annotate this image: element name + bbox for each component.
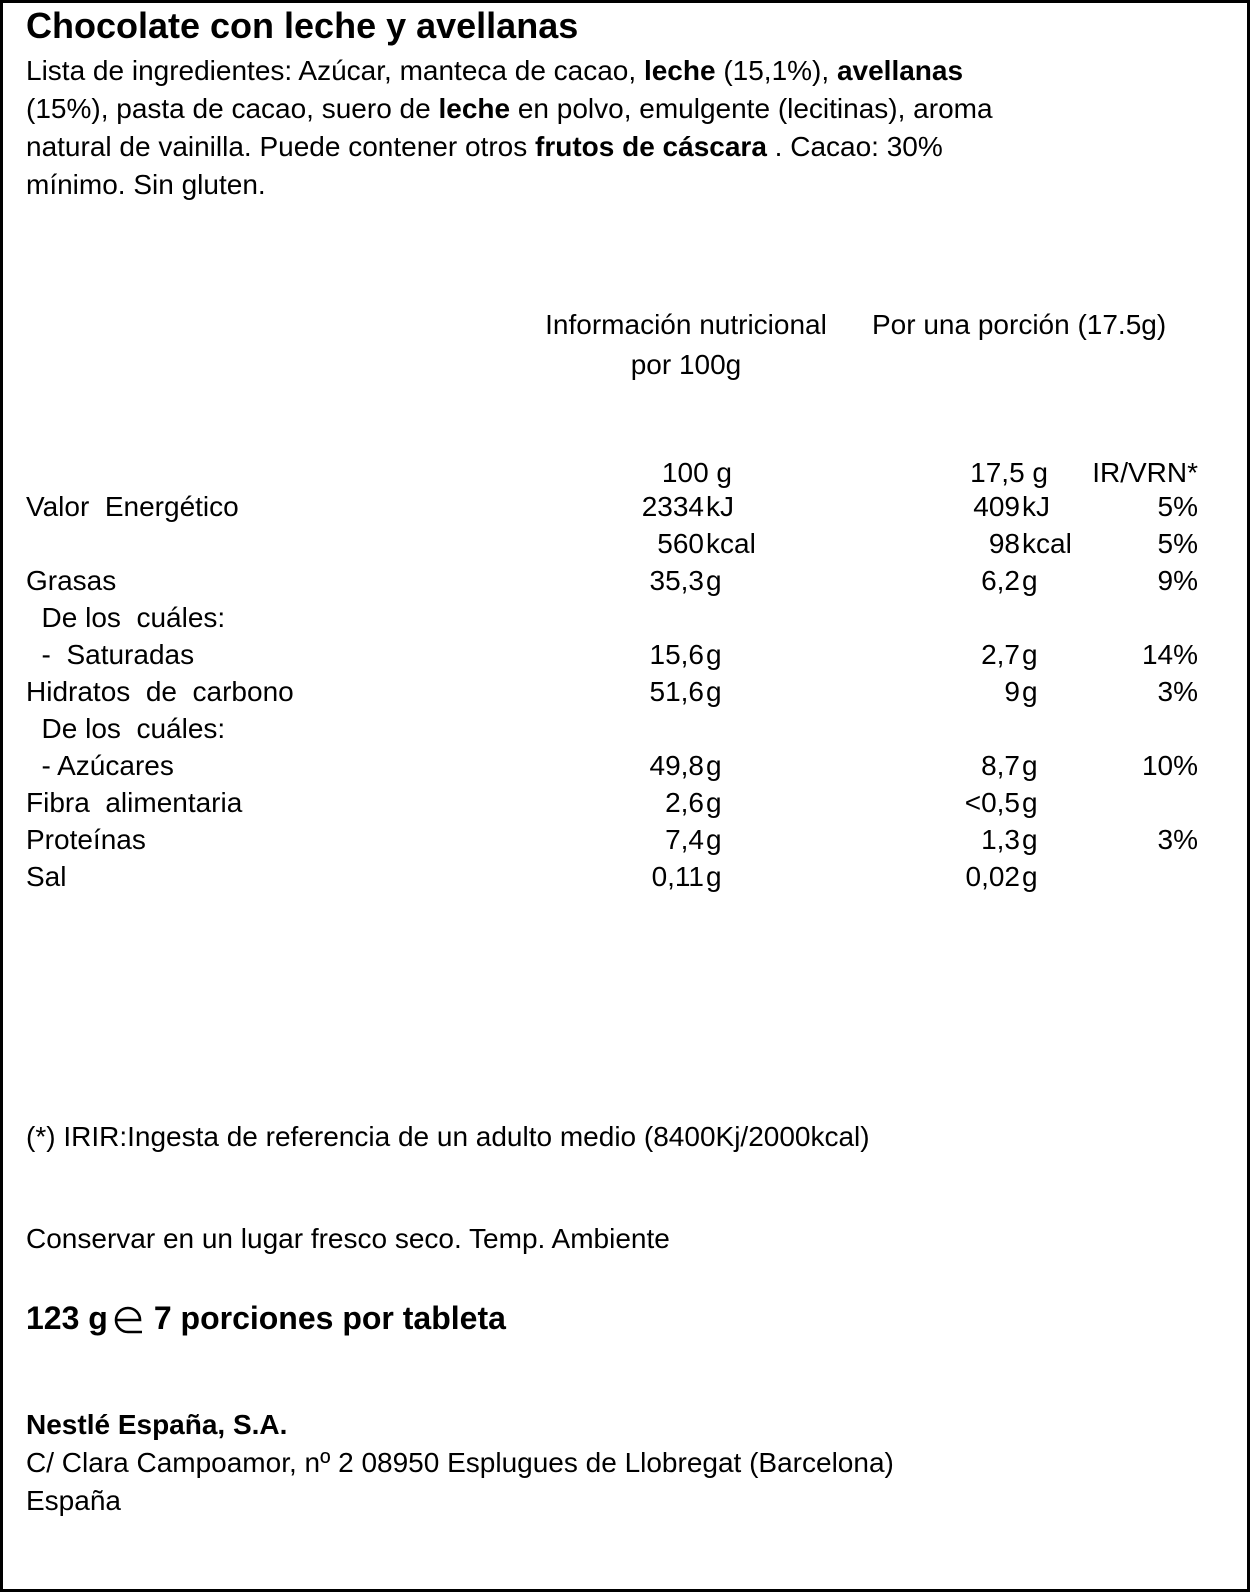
unit-per-100g: kJ	[706, 491, 734, 522]
unit-per-portion: g	[1022, 824, 1038, 855]
value-per-portion: 9	[1004, 676, 1020, 707]
ingredient-text: mínimo. Sin gluten.	[26, 169, 266, 200]
nutrient-label: De los cuáles:	[26, 713, 226, 744]
company-address: C/ Clara Campoamor, nº 2 08950 Esplugues de Llobregat (Barcelona)	[26, 1447, 894, 1478]
unit-per-100g: g	[706, 824, 722, 855]
ingredients-line	[26, 52, 1216, 90]
portions-per-bar: 7 porciones por tableta	[153, 1300, 506, 1336]
nutrient-label: Sal	[26, 861, 67, 892]
ingredient-allergen: avellanas	[836, 55, 964, 86]
nutrient-label: Proteínas	[26, 824, 146, 855]
product-title: Chocolate con leche y avellanas	[26, 5, 579, 46]
ir-vrn-percent: 10%	[1141, 750, 1198, 781]
ingredient-text: natural de vainilla. Puede contener otros	[26, 131, 535, 162]
estimated-sign-icon	[112, 1303, 144, 1335]
value-per-100g: 35,3	[649, 565, 704, 596]
ingredients-line	[26, 90, 1216, 128]
value-per-portion: 6,2	[981, 565, 1020, 596]
unit-per-100g: g	[706, 639, 722, 670]
net-weight: 123 g	[26, 1300, 108, 1336]
unit-per-100g: g	[706, 565, 722, 596]
ir-vrn-percent: 14%	[1141, 639, 1198, 670]
ir-vrn-percent: 5%	[1157, 491, 1198, 522]
nutrient-label: De los cuáles:	[26, 602, 226, 633]
ingredient-text: . Cacao: 30%	[766, 131, 943, 162]
ingredients-list	[26, 52, 1216, 204]
value-per-100g: 2,6	[665, 787, 704, 818]
value-per-100g: 49,8	[649, 750, 704, 781]
unit-per-100g: g	[706, 676, 722, 707]
unit-per-portion: g	[1022, 787, 1038, 818]
header-per-100g	[526, 306, 846, 384]
value-per-portion: 0,02	[965, 861, 1020, 892]
value-per-100g: 560	[657, 528, 704, 559]
value-per-portion: 1,3	[981, 824, 1020, 855]
ingredient-text: (15,1%),	[715, 55, 837, 86]
unit-per-100g: g	[706, 861, 722, 892]
nutrient-label: Hidratos de carbono	[26, 676, 294, 707]
unit-per-100g: g	[706, 750, 722, 781]
header-per-100g-line2: por 100g	[630, 349, 742, 380]
ingredient-allergen: leche	[643, 55, 716, 86]
col-header-ir: IR/VRN*	[1092, 457, 1198, 488]
value-per-portion: <0,5	[964, 787, 1020, 818]
nutrient-label: - Saturadas	[26, 639, 195, 670]
ir-vrn-percent: 3%	[1157, 824, 1198, 855]
unit-per-portion: g	[1022, 676, 1038, 707]
value-per-100g: 15,6	[649, 639, 704, 670]
nutrient-label: Valor Energético	[26, 491, 239, 522]
ir-vrn-percent: 3%	[1157, 676, 1198, 707]
unit-per-portion: g	[1022, 639, 1038, 670]
ingredient-allergen: leche	[438, 93, 511, 124]
ir-vrn-percent: 5%	[1157, 528, 1198, 559]
value-per-portion: 2,7	[981, 639, 1020, 670]
company-country: España	[26, 1485, 121, 1516]
ingredient-text: (15%), pasta de cacao, suero de	[26, 93, 439, 124]
ingredient-text: en polvo, emulgente (lecitinas), aroma	[510, 93, 993, 124]
unit-per-portion: g	[1022, 565, 1038, 596]
value-per-100g: 2334	[641, 491, 704, 522]
unit-per-100g: g	[706, 787, 722, 818]
nutrient-label: Fibra alimentaria	[26, 787, 243, 818]
value-per-100g: 7,4	[665, 824, 704, 855]
unit-per-portion: kJ	[1022, 491, 1050, 522]
value-per-100g: 0,11	[651, 861, 704, 892]
ingredients-line	[26, 166, 1216, 204]
ingredient-text: Lista de ingredientes: Azúcar, manteca de cacao,	[26, 55, 644, 86]
unit-per-portion: g	[1022, 750, 1038, 781]
net-weight-line	[26, 1296, 506, 1340]
value-per-portion: 98	[988, 528, 1020, 559]
col-header-100g: 100 g	[661, 457, 732, 488]
header-per-portion: Por una porción (17.5g)	[872, 309, 1167, 340]
col-header-portion: 17,5 g	[970, 457, 1048, 488]
ingredients-line	[26, 128, 1216, 166]
header-per-100g-line1: Información nutricional	[545, 309, 827, 340]
value-per-portion: 409	[973, 491, 1020, 522]
value-per-100g: 51,6	[649, 676, 704, 707]
unit-per-portion: g	[1022, 861, 1038, 892]
ir-vrn-percent: 9%	[1157, 565, 1198, 596]
footnote: (*) IRIR:Ingesta de referencia de un adulto medio (8400Kj/2000kcal)	[26, 1121, 870, 1152]
nutrient-label: Grasas	[26, 565, 117, 596]
nutrient-label: - Azúcares	[26, 750, 174, 781]
ingredient-allergen: frutos de cáscara	[535, 131, 767, 162]
company-name: Nestlé España, S.A.	[26, 1409, 288, 1440]
unit-per-100g: kcal	[706, 528, 756, 559]
unit-per-portion: kcal	[1022, 528, 1072, 559]
storage-instructions: Conservar en un lugar fresco seco. Temp. Ambiente	[26, 1223, 670, 1254]
value-per-portion: 8,7	[981, 750, 1020, 781]
